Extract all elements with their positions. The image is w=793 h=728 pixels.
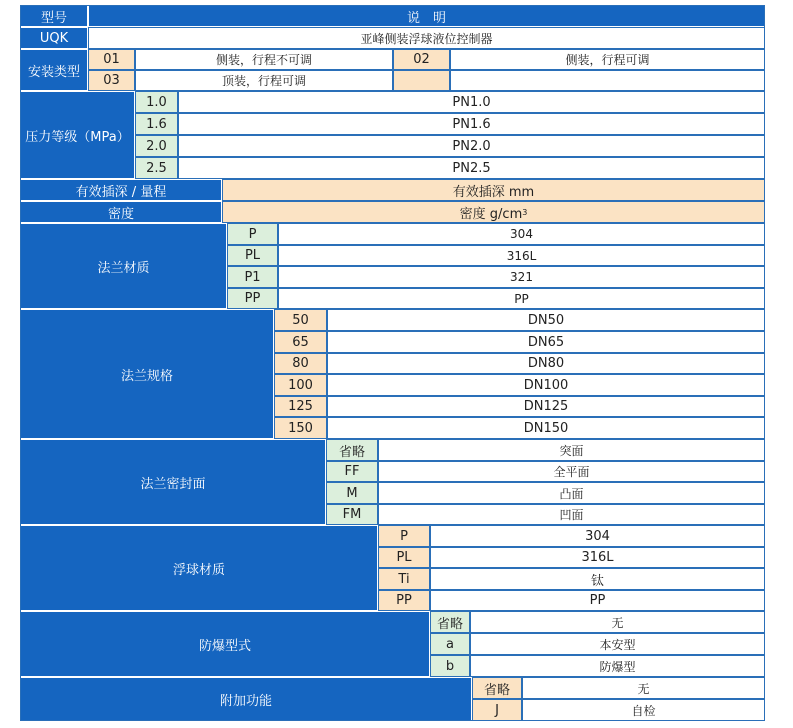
explosion-desc: 无	[470, 611, 765, 633]
pressure-desc: PN1.0	[178, 91, 765, 113]
flange-seal-desc: 突面	[378, 439, 765, 461]
explosion-desc: 本安型	[470, 633, 765, 655]
flange-seal-label: 法兰密封面	[20, 439, 326, 525]
install-code-empty	[393, 70, 450, 91]
install-code-03: 03	[88, 70, 135, 91]
float-material-desc: 304	[430, 525, 765, 547]
flange-material-code: P1	[227, 266, 278, 288]
pressure-desc: PN2.0	[178, 135, 765, 157]
extra-code: J	[472, 699, 522, 721]
float-material-code: PL	[378, 547, 430, 568]
pressure-label: 压力等级（MPa）	[20, 91, 135, 179]
flange-size-code: 125	[274, 396, 327, 417]
depth-desc: 有效插深 mm	[222, 179, 765, 201]
explosion-label: 防爆型式	[20, 611, 430, 677]
extra-desc: 无	[522, 677, 765, 699]
explosion-code: a	[430, 633, 470, 655]
explosion-code: 省略	[430, 611, 470, 633]
float-material-code: P	[378, 525, 430, 547]
pressure-desc: PN2.5	[178, 157, 765, 179]
flange-size-code: 100	[274, 374, 327, 396]
flange-size-code: 50	[274, 309, 327, 331]
flange-seal-desc: 全平面	[378, 461, 765, 482]
flange-size-desc: DN65	[327, 331, 765, 353]
install-desc-empty	[450, 70, 765, 91]
install-desc-03: 顶装，行程可调	[135, 70, 393, 91]
flange-material-code: PL	[227, 245, 278, 266]
flange-size-desc: DN100	[327, 374, 765, 396]
flange-material-desc: PP	[278, 288, 765, 309]
uqk-description: 亚峰侧装浮球液位控制器	[88, 27, 765, 49]
explosion-code: b	[430, 655, 470, 677]
flange-material-label: 法兰材质	[20, 223, 227, 309]
float-material-desc: 316L	[430, 547, 765, 568]
flange-size-code: 150	[274, 417, 327, 439]
flange-material-code: PP	[227, 288, 278, 309]
float-material-desc: 钛	[430, 568, 765, 590]
pressure-code: 2.5	[135, 157, 178, 179]
flange-seal-desc: 凹面	[378, 504, 765, 525]
flange-material-desc: 321	[278, 266, 765, 288]
float-material-label: 浮球材质	[20, 525, 378, 611]
install-desc-01: 侧装，行程不可调	[135, 49, 393, 70]
flange-material-code: P	[227, 223, 278, 245]
pressure-code: 1.0	[135, 91, 178, 113]
install-code-02: 02	[393, 49, 450, 70]
pressure-code: 1.6	[135, 113, 178, 135]
float-material-code: Ti	[378, 568, 430, 590]
install-type-label: 安装类型	[20, 49, 88, 91]
explosion-desc: 防爆型	[470, 655, 765, 677]
density-desc	[222, 201, 765, 223]
install-code-01: 01	[88, 49, 135, 70]
flange-size-desc: DN50	[327, 309, 765, 331]
flange-material-desc: 304	[278, 223, 765, 245]
flange-seal-desc: 凸面	[378, 482, 765, 504]
float-material-code: PP	[378, 590, 430, 611]
depth-label: 有效插深 / 量程	[20, 179, 222, 201]
extra-code: 省略	[472, 677, 522, 699]
pressure-code: 2.0	[135, 135, 178, 157]
flange-size-desc: DN125	[327, 396, 765, 417]
extra-label: 附加功能	[20, 677, 472, 721]
flange-size-desc: DN150	[327, 417, 765, 439]
flange-size-code: 65	[274, 331, 327, 353]
flange-material-desc: 316L	[278, 245, 765, 266]
float-material-desc: PP	[430, 590, 765, 611]
flange-size-label: 法兰规格	[20, 309, 274, 439]
flange-seal-code: FF	[326, 461, 378, 482]
extra-desc: 自检	[522, 699, 765, 721]
flange-size-desc: DN80	[327, 353, 765, 374]
density-unit-sup: 3	[522, 207, 528, 217]
flange-seal-code: 省略	[326, 439, 378, 461]
uqk-code: UQK	[20, 27, 88, 49]
description-header: 说 明	[88, 5, 765, 27]
density-label: 密度	[20, 201, 222, 223]
model-header: 型号	[20, 5, 88, 27]
pressure-desc: PN1.6	[178, 113, 765, 135]
flange-seal-code: M	[326, 482, 378, 504]
flange-seal-code: FM	[326, 504, 378, 525]
flange-size-code: 80	[274, 353, 327, 374]
density-text: 密度 g/cm	[459, 206, 523, 222]
install-desc-02: 侧装，行程可调	[450, 49, 765, 70]
